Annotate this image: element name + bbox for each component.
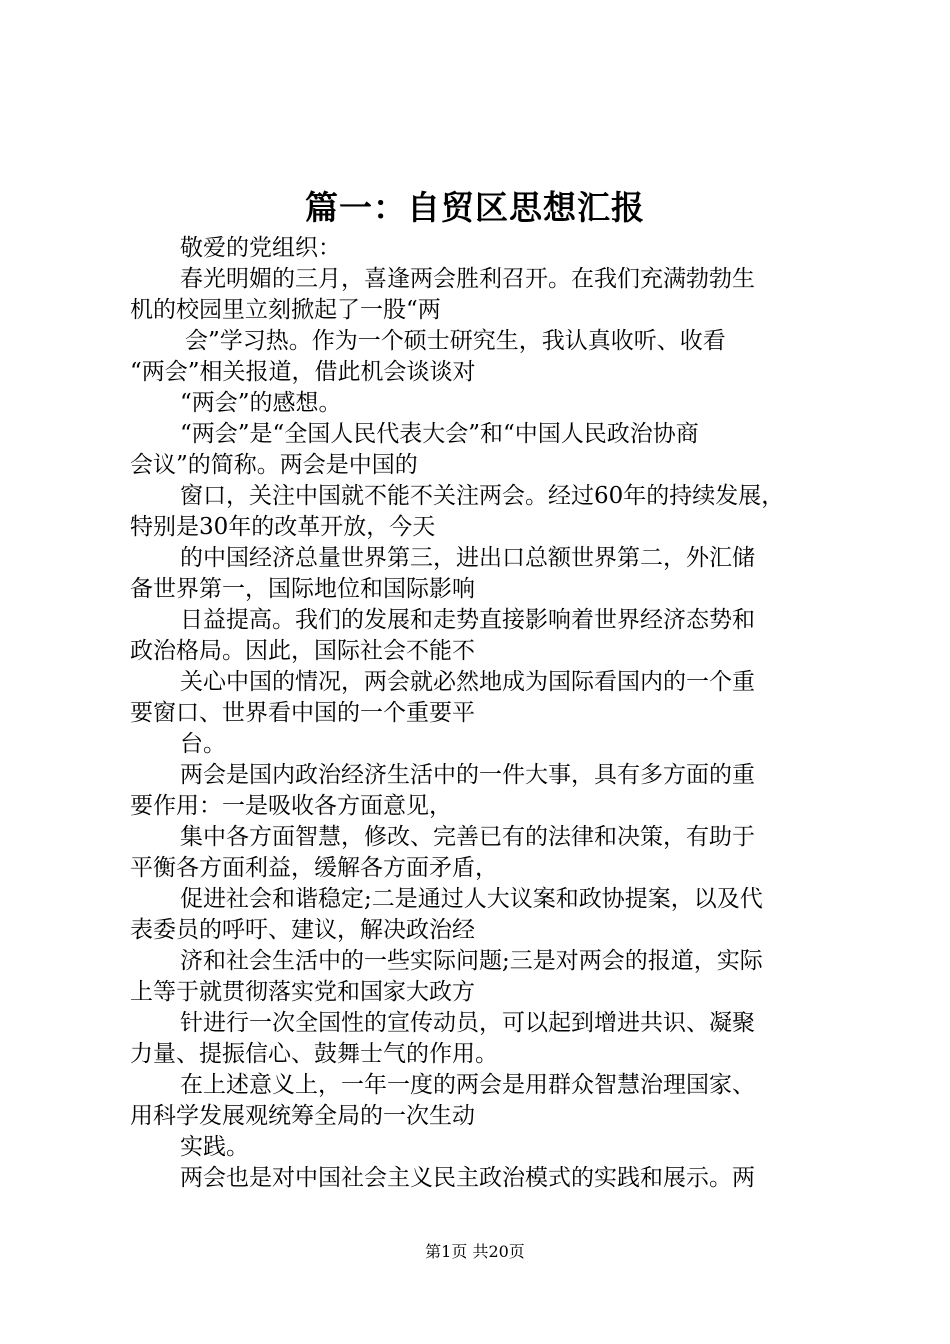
text-line: “两会”的感想。 — [180, 390, 342, 416]
text-line: 的中国经济总量世界第三，进出口总额世界第二，外汇储 — [180, 545, 755, 571]
text-line: “两会”是“全国人民代表大会”和“中国人民政治协商 — [180, 421, 699, 447]
text-line: 关心中国的情况，两会就必然地成为国际看国内的一个重 — [180, 669, 755, 695]
text-line: 日益提高。我们的发展和走势直接影响着世界经济态势和 — [180, 607, 755, 633]
text-line: 实践。 — [180, 1134, 249, 1160]
text-line: 力量、提振信心、鼓舞士气的作用。 — [130, 1041, 498, 1067]
text-line: 济和社会生活中的一些实际问题;三是对两会的报道，实际 — [180, 948, 763, 974]
text-line: 窗口，关注中国就不能不关注两会。经过60年的持续发展， — [180, 483, 785, 509]
text-line: 集中各方面智慧，修改、完善已有的法律和决策，有助于 — [180, 824, 755, 850]
text-line: 春光明媚的三月，喜逢两会胜利召开。在我们充满勃勃生 — [180, 266, 755, 292]
text-line: 会议”的简称。两会是中国的 — [130, 452, 418, 478]
text-line: 机的校园里立刻掀起了一股“两 — [130, 297, 441, 323]
text-line: 敬爱的党组织： — [180, 235, 341, 261]
text-line: 政治格局。因此，国际社会不能不 — [130, 638, 475, 664]
text-line: 平衡各方面利益，缓解各方面矛盾， — [130, 855, 498, 881]
text-line: 上等于就贯彻落实党和国家大政方 — [130, 979, 475, 1005]
document-title: 篇一：自贸区思想汇报 — [305, 188, 645, 227]
text-line: 针进行一次全国性的宣传动员，可以起到增进共识、凝聚 — [180, 1010, 755, 1036]
text-line: 会”学习热。作为一个硕士研究生，我认真收听、收看 — [185, 328, 726, 354]
text-line: 要作用：一是吸收各方面意见， — [130, 793, 452, 819]
text-line: 备世界第一，国际地位和国际影响 — [130, 576, 475, 602]
text-line: “两会”相关报道，借此机会谈谈对 — [130, 359, 476, 385]
text-line: 促进社会和谐稳定;二是通过人大议案和政协提案，以及代 — [180, 886, 763, 912]
text-line: 用科学发展观统筹全局的一次生动 — [130, 1103, 475, 1129]
text-line: 两会也是对中国社会主义民主政治模式的实践和展示。两 — [180, 1165, 755, 1191]
text-line: 台。 — [180, 731, 226, 757]
text-line: 要窗口、世界看中国的一个重要平 — [130, 700, 475, 726]
text-line: 特别是30年的改革开放，今天 — [130, 514, 436, 540]
text-line: 表委员的呼吁、建议，解决政治经 — [130, 917, 475, 943]
page-footer: 第1页 共20页 — [425, 1242, 525, 1261]
text-line: 两会是国内政治经济生活中的一件大事，具有多方面的重 — [180, 762, 755, 788]
text-line: 在上述意义上，一年一度的两会是用群众智慧治理国家、 — [180, 1072, 755, 1098]
document-body — [130, 233, 850, 1194]
